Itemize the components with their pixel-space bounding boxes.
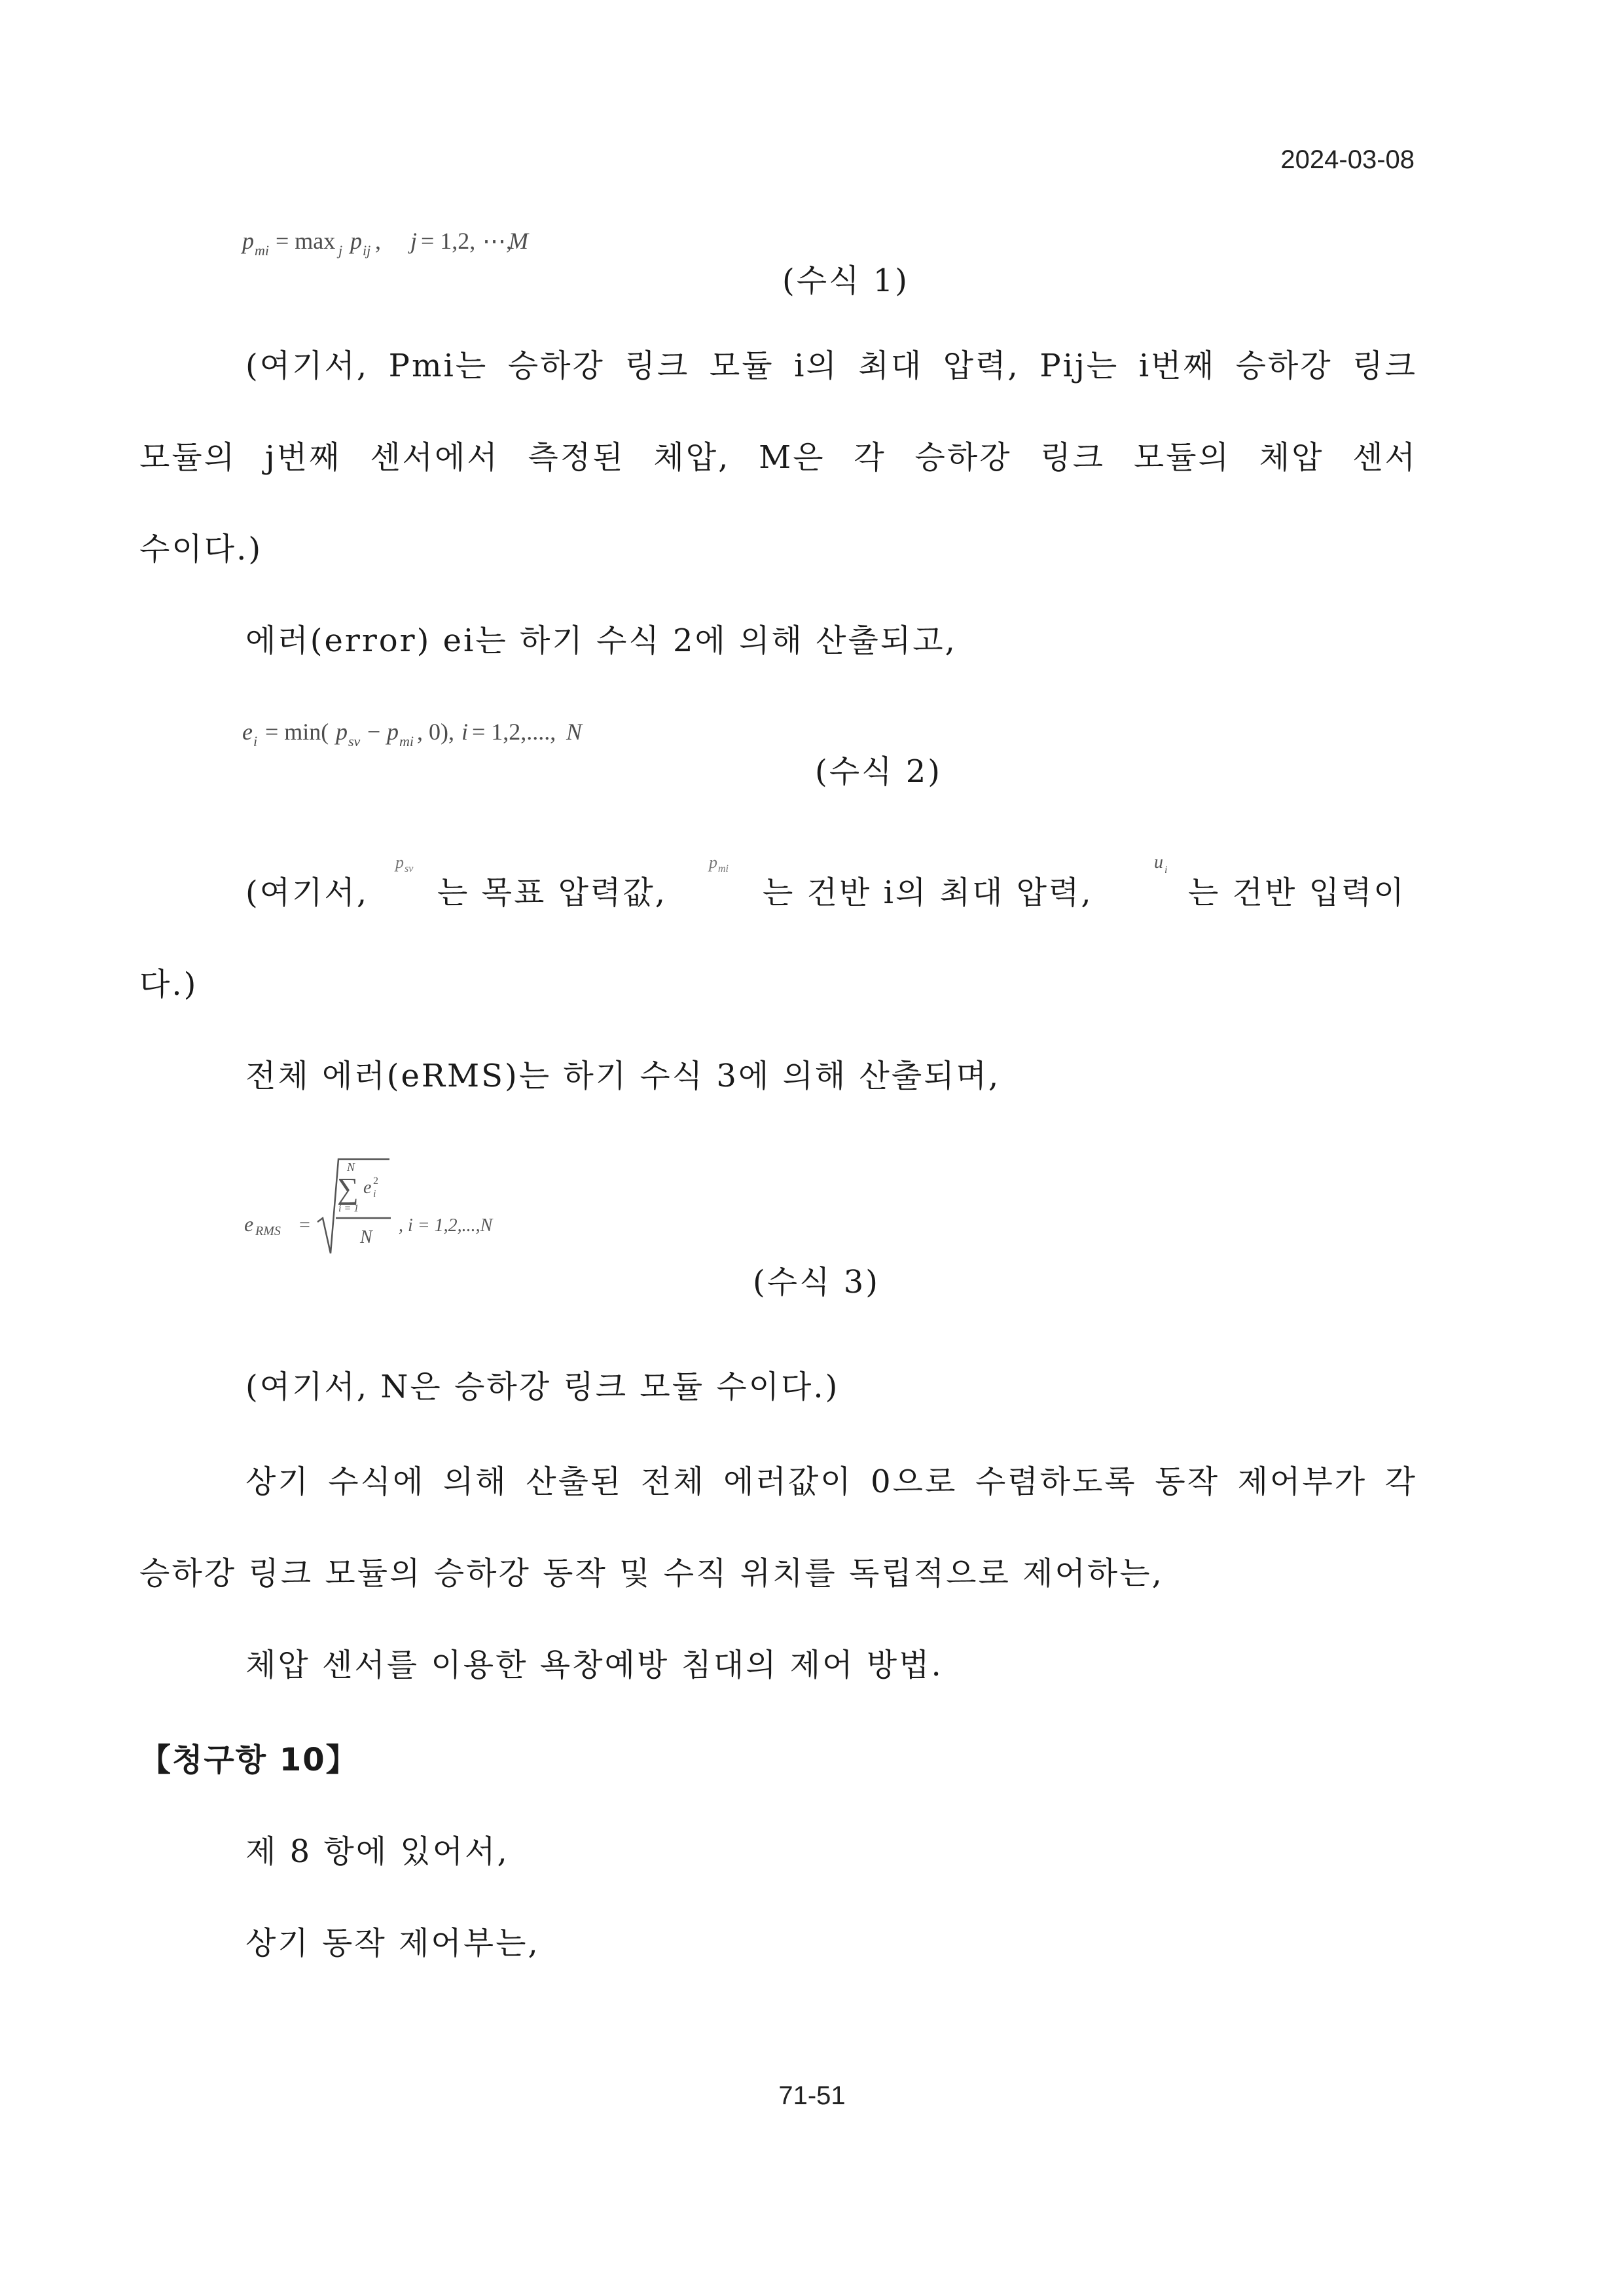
svg-text:M: M [509, 228, 528, 254]
paragraph-3-part-4: 는 건반 입력이 [1188, 874, 1406, 911]
svg-text:p: p [709, 853, 717, 872]
svg-text:i: i [1164, 865, 1168, 876]
claim-heading: 【청구항 10】 [139, 1742, 359, 1778]
paragraph-1-line-1: (여기서, Pmi는 승하강 링크 모듈 i의 최대 압력, Pij는 i번째 승하강 링크 [245, 348, 1417, 384]
svg-text:i: i [253, 733, 258, 749]
svg-text:N: N [347, 1160, 355, 1174]
equation-2-label: (수식 2) [815, 753, 942, 790]
svg-text:mi: mi [718, 863, 729, 874]
paragraph-3-part-3: 는 건반 i의 최대 압력, [763, 874, 1093, 911]
svg-text:sv: sv [348, 733, 361, 749]
svg-text:= min(: = min( [265, 719, 329, 745]
svg-text:i: i [461, 719, 469, 745]
paragraph-3-part-2: 는 목표 압력값, [437, 874, 667, 911]
paragraph-1-line-2: 모듈의 j번째 센서에서 측정된 체압, M은 각 승하강 링크 모듈의 체압 센서 [139, 439, 1417, 476]
svg-text:j: j [338, 242, 343, 259]
paragraph-7: 체압 센서를 이용한 욕창예방 침대의 제어 방법. [245, 1647, 943, 1683]
svg-text:ij: ij [363, 242, 371, 259]
svg-text:u: u [1154, 852, 1163, 872]
paragraph-3-line-2: 다.) [139, 966, 198, 1003]
svg-text:2: 2 [373, 1175, 378, 1187]
symbol-p-mi-image [704, 850, 749, 889]
paragraph-3-part-1: (여기서, [245, 874, 369, 911]
page-number: 71-51 [778, 2081, 846, 2110]
paragraph-4: 전체 에러(eRMS)는 하기 수식 3에 의해 산출되며, [245, 1058, 1001, 1094]
svg-text:∑: ∑ [337, 1172, 359, 1205]
svg-text:p: p [350, 228, 362, 254]
svg-text:, 0),: , 0), [417, 719, 454, 745]
svg-text:sv: sv [405, 863, 414, 874]
document-date: 2024-03-08 [1280, 145, 1415, 174]
equation-1-image [239, 219, 592, 272]
svg-text:⋯,: ⋯, [482, 228, 512, 254]
paragraph-2: 에러(error) ei는 하기 수식 2에 의해 산출되고, [245, 622, 957, 659]
paragraph-5: (여기서, N은 승하강 링크 모듈 수이다.) [245, 1369, 840, 1405]
symbol-p-sv-image [390, 850, 429, 889]
svg-text:N: N [360, 1227, 372, 1247]
svg-text:RMS: RMS [255, 1224, 281, 1238]
svg-text:,: , [375, 228, 381, 254]
paragraph-9: 상기 동작 제어부는, [245, 1925, 540, 1962]
equation-2-image [239, 710, 605, 762]
paragraph-8: 제 8 항에 있어서, [245, 1833, 509, 1870]
svg-text:p: p [336, 719, 348, 745]
svg-text:= max: = max [276, 228, 336, 254]
svg-text:= 1,2,....,: = 1,2,...., [472, 719, 556, 745]
svg-text:j: j [410, 228, 418, 254]
equation-1-label: (수식 1) [782, 262, 909, 299]
paragraph-6-line-1: 상기 수식에 의해 산출된 전체 에러값이 0으로 수렴하도록 동작 제어부가 각 [245, 1463, 1417, 1500]
equation-3-label: (수식 3) [753, 1264, 880, 1300]
svg-text:p: p [387, 719, 399, 745]
svg-text:, i = 1,2,...,N: , i = 1,2,...,N [399, 1215, 493, 1236]
svg-text:−: − [367, 719, 381, 745]
svg-text:=: = [299, 1214, 310, 1236]
symbol-u-i-image [1149, 850, 1182, 889]
svg-text:p: p [242, 228, 254, 254]
svg-text:= 1,2,: = 1,2, [421, 228, 476, 254]
svg-text:e: e [242, 719, 253, 745]
paragraph-1-line-3: 수이다.) [139, 531, 263, 567]
svg-text:i = 1: i = 1 [338, 1203, 359, 1214]
svg-text:e: e [363, 1177, 372, 1198]
svg-text:mi: mi [399, 733, 414, 749]
svg-text:e: e [244, 1212, 254, 1236]
svg-text:mi: mi [255, 242, 269, 259]
svg-text:N: N [566, 719, 583, 745]
svg-text:p: p [395, 853, 404, 872]
equation-3-image [239, 1155, 579, 1260]
svg-text:i: i [373, 1189, 376, 1200]
paragraph-6-line-2: 승하강 링크 모듈의 승하강 동작 및 수직 위치를 독립적으로 제어하는, [139, 1555, 1164, 1592]
